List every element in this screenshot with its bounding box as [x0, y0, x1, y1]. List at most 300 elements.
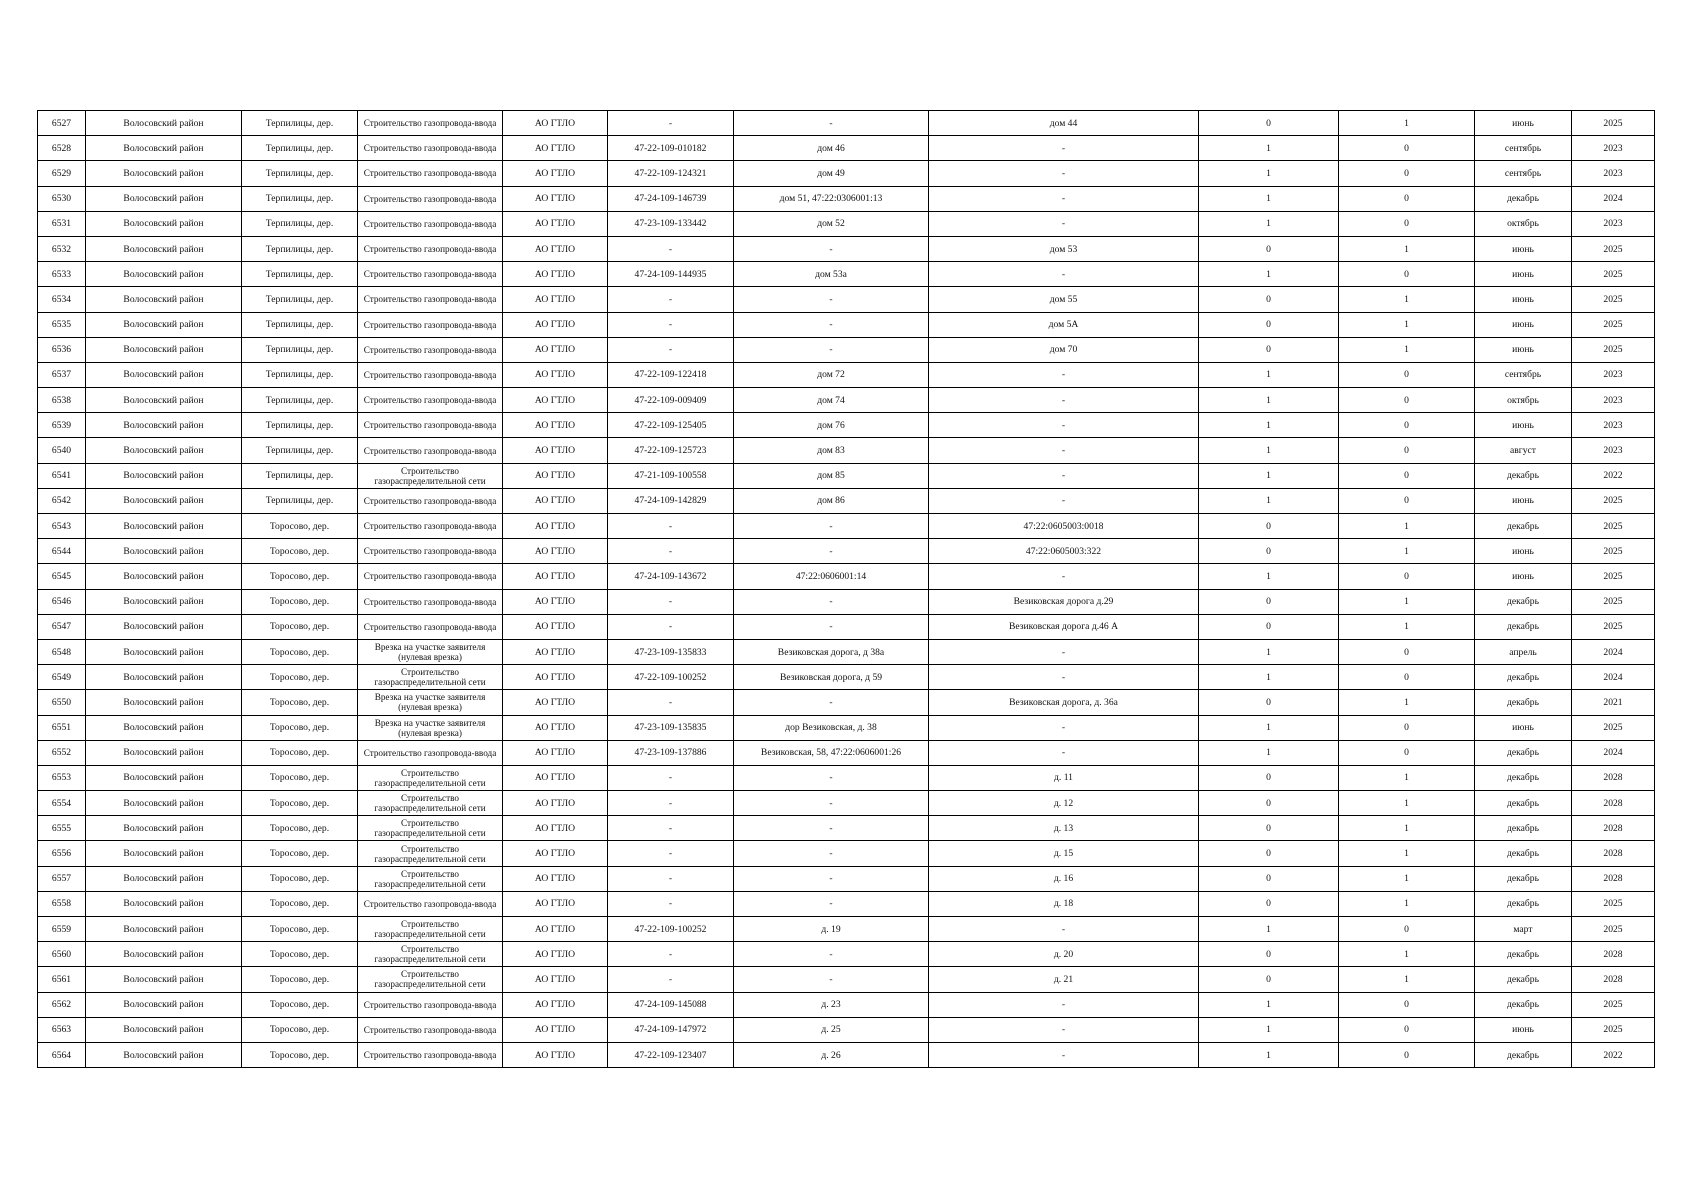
contract-number-cell: - — [608, 236, 734, 261]
contract-number-cell: 47-23-109-135833 — [608, 639, 734, 664]
table-row — [38, 765, 1655, 790]
table-row — [38, 841, 1655, 866]
district-cell: Волосовский район — [86, 942, 242, 967]
count-planned-cell: 0 — [1339, 665, 1475, 690]
year-cell: 2025 — [1572, 514, 1655, 539]
table-row — [38, 715, 1655, 740]
count-planned-cell: 1 — [1339, 337, 1475, 362]
work-type-cell: Строительство газораспределительной сети — [358, 665, 503, 690]
address-planned-cell: дом 53 — [929, 236, 1199, 261]
work-type-cell: Строительство газопровода-ввода — [358, 891, 503, 916]
address-contracted-cell: д. 26 — [734, 1042, 929, 1067]
organization-cell: АО ГТЛО — [503, 287, 608, 312]
district-cell: Волосовский район — [86, 312, 242, 337]
row-number-cell: 6538 — [38, 388, 86, 413]
organization-cell: АО ГТЛО — [503, 262, 608, 287]
address-planned-cell: дом 5А — [929, 312, 1199, 337]
organization-cell: АО ГТЛО — [503, 765, 608, 790]
year-cell: 2021 — [1572, 690, 1655, 715]
table-body — [38, 111, 1655, 1068]
row-number-cell: 6552 — [38, 740, 86, 765]
year-cell: 2024 — [1572, 740, 1655, 765]
table-row — [38, 1017, 1655, 1042]
work-type-cell: Строительство газопровода-ввода — [358, 1017, 503, 1042]
work-type-cell: Строительство газопровода-ввода — [358, 236, 503, 261]
count-planned-cell: 1 — [1339, 614, 1475, 639]
organization-cell: АО ГТЛО — [503, 992, 608, 1017]
count-planned-cell: 0 — [1339, 362, 1475, 387]
work-type-cell: Строительство газопровода-ввода — [358, 539, 503, 564]
settlement-cell: Терпилицы, дер. — [242, 362, 358, 387]
work-type-cell: Строительство газораспределительной сети — [358, 917, 503, 942]
count-contracted-cell: 1 — [1199, 992, 1339, 1017]
work-type-cell: Строительство газопровода-ввода — [358, 740, 503, 765]
work-type-cell: Строительство газопровода-ввода — [358, 211, 503, 236]
year-cell: 2024 — [1572, 186, 1655, 211]
year-cell: 2025 — [1572, 564, 1655, 589]
contract-number-cell: 47-24-109-142829 — [608, 488, 734, 513]
month-cell: декабрь — [1475, 514, 1572, 539]
year-cell: 2024 — [1572, 639, 1655, 664]
table-row — [38, 791, 1655, 816]
count-planned-cell: 0 — [1339, 438, 1475, 463]
work-type-cell: Строительство газопровода-ввода — [358, 337, 503, 362]
table-row — [38, 690, 1655, 715]
address-contracted-cell: - — [734, 841, 929, 866]
organization-cell: АО ГТЛО — [503, 942, 608, 967]
table-row — [38, 866, 1655, 891]
count-planned-cell: 0 — [1339, 388, 1475, 413]
count-planned-cell: 0 — [1339, 211, 1475, 236]
contract-number-cell: - — [608, 891, 734, 916]
data-table — [37, 110, 1655, 1068]
month-cell: декабрь — [1475, 841, 1572, 866]
settlement-cell: Торосово, дер. — [242, 765, 358, 790]
row-number-cell: 6545 — [38, 564, 86, 589]
contract-number-cell: 47-22-109-124321 — [608, 161, 734, 186]
table-row — [38, 816, 1655, 841]
address-planned-cell: дом 70 — [929, 337, 1199, 362]
work-type-cell: Строительство газопровода-ввода — [358, 1042, 503, 1067]
work-type-cell: Строительство газопровода-ввода — [358, 136, 503, 161]
month-cell: октябрь — [1475, 388, 1572, 413]
contract-number-cell: 47-24-109-145088 — [608, 992, 734, 1017]
count-planned-cell: 0 — [1339, 413, 1475, 438]
address-planned-cell: д. 12 — [929, 791, 1199, 816]
contract-number-cell: - — [608, 866, 734, 891]
settlement-cell: Терпилицы, дер. — [242, 388, 358, 413]
organization-cell: АО ГТЛО — [503, 791, 608, 816]
row-number-cell: 6532 — [38, 236, 86, 261]
count-planned-cell: 0 — [1339, 488, 1475, 513]
contract-number-cell: 47-22-109-100252 — [608, 665, 734, 690]
count-contracted-cell: 1 — [1199, 917, 1339, 942]
address-contracted-cell: - — [734, 514, 929, 539]
count-planned-cell: 1 — [1339, 866, 1475, 891]
month-cell: апрель — [1475, 639, 1572, 664]
address-planned-cell: дом 55 — [929, 287, 1199, 312]
table-row — [38, 1042, 1655, 1067]
district-cell: Волосовский район — [86, 665, 242, 690]
year-cell: 2025 — [1572, 337, 1655, 362]
table-row — [38, 891, 1655, 916]
row-number-cell: 6555 — [38, 816, 86, 841]
year-cell: 2023 — [1572, 388, 1655, 413]
organization-cell: АО ГТЛО — [503, 715, 608, 740]
address-contracted-cell: д. 19 — [734, 917, 929, 942]
contract-number-cell: 47-24-109-143672 — [608, 564, 734, 589]
contract-number-cell: 47-24-109-144935 — [608, 262, 734, 287]
work-type-cell: Строительство газопровода-ввода — [358, 287, 503, 312]
count-contracted-cell: 0 — [1199, 111, 1339, 136]
count-contracted-cell: 0 — [1199, 765, 1339, 790]
settlement-cell: Терпилицы, дер. — [242, 211, 358, 236]
address-planned-cell: д. 13 — [929, 816, 1199, 841]
contract-number-cell: - — [608, 539, 734, 564]
district-cell: Волосовский район — [86, 362, 242, 387]
count-contracted-cell: 0 — [1199, 816, 1339, 841]
month-cell: декабрь — [1475, 463, 1572, 488]
work-type-cell: Строительство газораспределительной сети — [358, 967, 503, 992]
table-row — [38, 388, 1655, 413]
settlement-cell: Терпилицы, дер. — [242, 236, 358, 261]
work-type-cell: Строительство газопровода-ввода — [358, 589, 503, 614]
month-cell: декабрь — [1475, 740, 1572, 765]
settlement-cell: Терпилицы, дер. — [242, 186, 358, 211]
settlement-cell: Терпилицы, дер. — [242, 136, 358, 161]
district-cell: Волосовский район — [86, 111, 242, 136]
table-row — [38, 539, 1655, 564]
address-contracted-cell: - — [734, 765, 929, 790]
row-number-cell: 6537 — [38, 362, 86, 387]
year-cell: 2023 — [1572, 438, 1655, 463]
table-row — [38, 942, 1655, 967]
year-cell: 2025 — [1572, 891, 1655, 916]
address-contracted-cell: Везиковская дорога, д 38а — [734, 639, 929, 664]
month-cell: июнь — [1475, 1017, 1572, 1042]
organization-cell: АО ГТЛО — [503, 463, 608, 488]
row-number-cell: 6563 — [38, 1017, 86, 1042]
address-planned-cell: д. 18 — [929, 891, 1199, 916]
address-planned-cell: - — [929, 488, 1199, 513]
contract-number-cell: - — [608, 816, 734, 841]
address-contracted-cell: дом 49 — [734, 161, 929, 186]
row-number-cell: 6564 — [38, 1042, 86, 1067]
settlement-cell: Терпилицы, дер. — [242, 111, 358, 136]
address-planned-cell: - — [929, 917, 1199, 942]
district-cell: Волосовский район — [86, 488, 242, 513]
year-cell: 2025 — [1572, 992, 1655, 1017]
row-number-cell: 6559 — [38, 917, 86, 942]
row-number-cell: 6549 — [38, 665, 86, 690]
count-planned-cell: 0 — [1339, 463, 1475, 488]
organization-cell: АО ГТЛО — [503, 816, 608, 841]
district-cell: Волосовский район — [86, 186, 242, 211]
address-planned-cell: Везиковская дорога, д. 36а — [929, 690, 1199, 715]
year-cell: 2025 — [1572, 312, 1655, 337]
year-cell: 2028 — [1572, 866, 1655, 891]
count-contracted-cell: 1 — [1199, 665, 1339, 690]
organization-cell: АО ГТЛО — [503, 312, 608, 337]
row-number-cell: 6533 — [38, 262, 86, 287]
contract-number-cell: 47-24-109-146739 — [608, 186, 734, 211]
row-number-cell: 6550 — [38, 690, 86, 715]
work-type-cell: Строительство газопровода-ввода — [358, 992, 503, 1017]
address-planned-cell: Везиковская дорога д.46 А — [929, 614, 1199, 639]
address-contracted-cell: - — [734, 690, 929, 715]
settlement-cell: Терпилицы, дер. — [242, 488, 358, 513]
contract-number-cell: 47-22-109-125723 — [608, 438, 734, 463]
table-row — [38, 413, 1655, 438]
year-cell: 2022 — [1572, 1042, 1655, 1067]
contract-number-cell: 47-22-109-009409 — [608, 388, 734, 413]
table-row — [38, 992, 1655, 1017]
settlement-cell: Торосово, дер. — [242, 514, 358, 539]
count-contracted-cell: 0 — [1199, 690, 1339, 715]
district-cell: Волосовский район — [86, 236, 242, 261]
organization-cell: АО ГТЛО — [503, 413, 608, 438]
month-cell: декабрь — [1475, 186, 1572, 211]
contract-number-cell: - — [608, 312, 734, 337]
district-cell: Волосовский район — [86, 841, 242, 866]
month-cell: декабрь — [1475, 690, 1572, 715]
count-planned-cell: 1 — [1339, 236, 1475, 261]
table-row — [38, 287, 1655, 312]
settlement-cell: Торосово, дер. — [242, 1042, 358, 1067]
row-number-cell: 6551 — [38, 715, 86, 740]
organization-cell: АО ГТЛО — [503, 740, 608, 765]
settlement-cell: Торосово, дер. — [242, 866, 358, 891]
address-planned-cell: д. 11 — [929, 765, 1199, 790]
address-contracted-cell: дор Везиковская, д. 38 — [734, 715, 929, 740]
settlement-cell: Торосово, дер. — [242, 992, 358, 1017]
count-contracted-cell: 1 — [1199, 715, 1339, 740]
contract-number-cell: - — [608, 765, 734, 790]
address-contracted-cell: дом 85 — [734, 463, 929, 488]
month-cell: сентябрь — [1475, 362, 1572, 387]
district-cell: Волосовский район — [86, 262, 242, 287]
month-cell: июнь — [1475, 312, 1572, 337]
address-planned-cell: - — [929, 564, 1199, 589]
count-contracted-cell: 0 — [1199, 791, 1339, 816]
work-type-cell: Строительство газопровода-ввода — [358, 438, 503, 463]
organization-cell: АО ГТЛО — [503, 362, 608, 387]
row-number-cell: 6535 — [38, 312, 86, 337]
district-cell: Волосовский район — [86, 287, 242, 312]
year-cell: 2028 — [1572, 967, 1655, 992]
year-cell: 2025 — [1572, 589, 1655, 614]
month-cell: декабрь — [1475, 942, 1572, 967]
settlement-cell: Торосово, дер. — [242, 539, 358, 564]
address-planned-cell: - — [929, 438, 1199, 463]
work-type-cell: Врезка на участке заявителя (нулевая врезка) — [358, 639, 503, 664]
count-planned-cell: 0 — [1339, 639, 1475, 664]
table-row — [38, 740, 1655, 765]
count-planned-cell: 1 — [1339, 312, 1475, 337]
address-planned-cell: - — [929, 992, 1199, 1017]
address-contracted-cell: - — [734, 337, 929, 362]
month-cell: июнь — [1475, 337, 1572, 362]
count-planned-cell: 1 — [1339, 111, 1475, 136]
work-type-cell: Строительство газораспределительной сети — [358, 841, 503, 866]
organization-cell: АО ГТЛО — [503, 539, 608, 564]
address-contracted-cell: дом 86 — [734, 488, 929, 513]
year-cell: 2025 — [1572, 539, 1655, 564]
count-contracted-cell: 1 — [1199, 362, 1339, 387]
table-row — [38, 161, 1655, 186]
organization-cell: АО ГТЛО — [503, 161, 608, 186]
month-cell: июнь — [1475, 715, 1572, 740]
count-planned-cell: 1 — [1339, 287, 1475, 312]
year-cell: 2023 — [1572, 136, 1655, 161]
month-cell: октябрь — [1475, 211, 1572, 236]
address-planned-cell: - — [929, 463, 1199, 488]
row-number-cell: 6531 — [38, 211, 86, 236]
organization-cell: АО ГТЛО — [503, 967, 608, 992]
district-cell: Волосовский район — [86, 589, 242, 614]
address-planned-cell: Везиковская дорога д.29 — [929, 589, 1199, 614]
organization-cell: АО ГТЛО — [503, 614, 608, 639]
district-cell: Волосовский район — [86, 388, 242, 413]
settlement-cell: Терпилицы, дер. — [242, 262, 358, 287]
count-planned-cell: 1 — [1339, 589, 1475, 614]
row-number-cell: 6560 — [38, 942, 86, 967]
month-cell: декабрь — [1475, 967, 1572, 992]
address-contracted-cell: - — [734, 891, 929, 916]
count-planned-cell: 1 — [1339, 816, 1475, 841]
organization-cell: АО ГТЛО — [503, 211, 608, 236]
year-cell: 2025 — [1572, 287, 1655, 312]
month-cell: июнь — [1475, 287, 1572, 312]
district-cell: Волосовский район — [86, 740, 242, 765]
month-cell: декабрь — [1475, 614, 1572, 639]
count-contracted-cell: 1 — [1199, 186, 1339, 211]
settlement-cell: Торосово, дер. — [242, 891, 358, 916]
contract-number-cell: - — [608, 942, 734, 967]
count-contracted-cell: 0 — [1199, 841, 1339, 866]
month-cell: сентябрь — [1475, 136, 1572, 161]
year-cell: 2025 — [1572, 262, 1655, 287]
address-planned-cell: дом 44 — [929, 111, 1199, 136]
organization-cell: АО ГТЛО — [503, 665, 608, 690]
year-cell: 2028 — [1572, 791, 1655, 816]
year-cell: 2023 — [1572, 211, 1655, 236]
table-row — [38, 488, 1655, 513]
address-planned-cell: д. 16 — [929, 866, 1199, 891]
work-type-cell: Строительство газопровода-ввода — [358, 362, 503, 387]
row-number-cell: 6544 — [38, 539, 86, 564]
work-type-cell: Строительство газопровода-ввода — [358, 488, 503, 513]
month-cell: июнь — [1475, 539, 1572, 564]
year-cell: 2025 — [1572, 1017, 1655, 1042]
table-row — [38, 463, 1655, 488]
month-cell: сентябрь — [1475, 161, 1572, 186]
count-planned-cell: 1 — [1339, 791, 1475, 816]
contract-number-cell: 47-24-109-147972 — [608, 1017, 734, 1042]
address-planned-cell: д. 21 — [929, 967, 1199, 992]
row-number-cell: 6529 — [38, 161, 86, 186]
district-cell: Волосовский район — [86, 438, 242, 463]
work-type-cell: Строительство газораспределительной сети — [358, 791, 503, 816]
address-planned-cell: - — [929, 1017, 1199, 1042]
address-contracted-cell: 47:22:0606001:14 — [734, 564, 929, 589]
year-cell: 2025 — [1572, 715, 1655, 740]
settlement-cell: Торосово, дер. — [242, 1017, 358, 1042]
count-planned-cell: 1 — [1339, 841, 1475, 866]
address-planned-cell: - — [929, 665, 1199, 690]
count-contracted-cell: 1 — [1199, 413, 1339, 438]
count-contracted-cell: 0 — [1199, 614, 1339, 639]
count-contracted-cell: 1 — [1199, 438, 1339, 463]
district-cell: Волосовский район — [86, 791, 242, 816]
organization-cell: АО ГТЛО — [503, 186, 608, 211]
row-number-cell: 6553 — [38, 765, 86, 790]
count-contracted-cell: 0 — [1199, 312, 1339, 337]
count-planned-cell: 1 — [1339, 539, 1475, 564]
settlement-cell: Торосово, дер. — [242, 589, 358, 614]
address-contracted-cell: - — [734, 539, 929, 564]
month-cell: июнь — [1475, 236, 1572, 261]
settlement-cell: Торосово, дер. — [242, 942, 358, 967]
month-cell: декабрь — [1475, 589, 1572, 614]
organization-cell: АО ГТЛО — [503, 488, 608, 513]
contract-number-cell: - — [608, 614, 734, 639]
table-row — [38, 337, 1655, 362]
count-planned-cell: 0 — [1339, 917, 1475, 942]
work-type-cell: Строительство газопровода-ввода — [358, 161, 503, 186]
count-contracted-cell: 0 — [1199, 236, 1339, 261]
contract-number-cell: 47-23-109-137886 — [608, 740, 734, 765]
address-contracted-cell: дом 83 — [734, 438, 929, 463]
organization-cell: АО ГТЛО — [503, 1042, 608, 1067]
count-contracted-cell: 1 — [1199, 1017, 1339, 1042]
count-planned-cell: 1 — [1339, 942, 1475, 967]
address-planned-cell: - — [929, 740, 1199, 765]
contract-number-cell: 47-21-109-100558 — [608, 463, 734, 488]
district-cell: Волосовский район — [86, 514, 242, 539]
count-planned-cell: 0 — [1339, 186, 1475, 211]
address-planned-cell: - — [929, 1042, 1199, 1067]
work-type-cell: Строительство газопровода-ввода — [358, 312, 503, 337]
work-type-cell: Строительство газопровода-ввода — [358, 614, 503, 639]
row-number-cell: 6530 — [38, 186, 86, 211]
address-planned-cell: 47:22:0605003:322 — [929, 539, 1199, 564]
month-cell: июнь — [1475, 564, 1572, 589]
month-cell: декабрь — [1475, 765, 1572, 790]
address-planned-cell: 47:22:0605003:0018 — [929, 514, 1199, 539]
organization-cell: АО ГТЛО — [503, 690, 608, 715]
month-cell: декабрь — [1475, 992, 1572, 1017]
count-contracted-cell: 0 — [1199, 337, 1339, 362]
address-planned-cell: - — [929, 136, 1199, 161]
organization-cell: АО ГТЛО — [503, 514, 608, 539]
address-contracted-cell: дом 53а — [734, 262, 929, 287]
row-number-cell: 6561 — [38, 967, 86, 992]
district-cell: Волосовский район — [86, 866, 242, 891]
count-planned-cell: 0 — [1339, 262, 1475, 287]
work-type-cell: Строительство газопровода-ввода — [358, 413, 503, 438]
count-contracted-cell: 0 — [1199, 967, 1339, 992]
count-contracted-cell: 0 — [1199, 539, 1339, 564]
contract-number-cell: 47-22-109-125405 — [608, 413, 734, 438]
count-contracted-cell: 1 — [1199, 740, 1339, 765]
address-contracted-cell: - — [734, 866, 929, 891]
table-row — [38, 236, 1655, 261]
month-cell: декабрь — [1475, 866, 1572, 891]
table-row — [38, 262, 1655, 287]
month-cell: март — [1475, 917, 1572, 942]
table-row — [38, 917, 1655, 942]
